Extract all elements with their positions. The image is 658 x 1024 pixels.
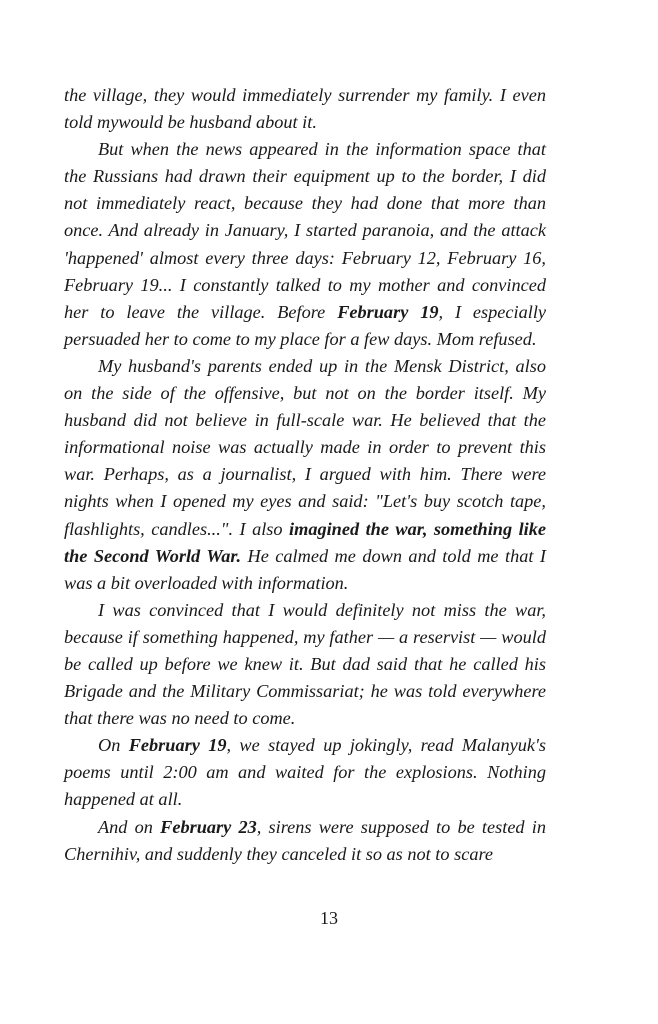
text-run: , sirens were supposed to be tested in Chernihiv, and suddenly they canceled it so as not to scare <box>64 816 547 864</box>
text-run: , we stayed up jokingly, read Malanyuk's poems until 2:00 am and waited for the explosions. Nothing happened at all. <box>64 735 546 810</box>
text-run: On <box>98 735 129 756</box>
page-number: 13 <box>320 908 338 928</box>
paragraph-5 <box>64 732 546 813</box>
bold-date: February 23 <box>160 816 257 837</box>
text-run: But when the news appeared in the information space that the Russians had drawn their equipment up to the border, I did not immediately react, because they had done that more than once. And already in January, I started paranoia, and the attack 'happened' almost every three days: February 12, February 16, February 19... I constantly talked to my mother and convinced her to leave the village. Before <box>64 139 546 322</box>
bold-date: February 19 <box>128 735 227 756</box>
paragraph-4 <box>64 597 546 732</box>
text-run: And on <box>98 816 161 837</box>
paragraph-6 <box>64 814 546 868</box>
text-run: My husband's parents ended up in the Mensk District, also on the side of the offensive, but not on the border itself. My husband did not believe in full-scale war. He believed that the informational noise was actually made in order to prevent this war. Perhaps, as a journalist, I argued with him. There were nights when I opened my eyes and said: "Let's buy scotch tape, flashlights, candles...". I also <box>64 355 546 539</box>
paragraph-1 <box>64 82 546 136</box>
bold-phrase: imagined the war, something like the Second World War. <box>64 518 546 566</box>
text-run: the village, they would immediately surrender my family. I even told mywould be husband about it. <box>64 85 546 133</box>
text-run: I was convinced that I would definitely not miss the war, because if something happened, my father — a reservist — would be called up before we knew it. But dad said that he called his Brigade and the Military Commissariat; he was told everywhere that there was no need to come. <box>64 599 546 729</box>
text-run: He calmed me down and told me that I was a bit overloaded with information. <box>64 545 546 593</box>
text-run: , I especially persuaded her to come to my place for a few days. Mom refused. <box>64 301 547 349</box>
bold-date: February 19 <box>337 301 439 322</box>
paragraph-2 <box>64 136 546 353</box>
body-text <box>64 82 546 868</box>
paragraph-3 <box>64 353 546 597</box>
